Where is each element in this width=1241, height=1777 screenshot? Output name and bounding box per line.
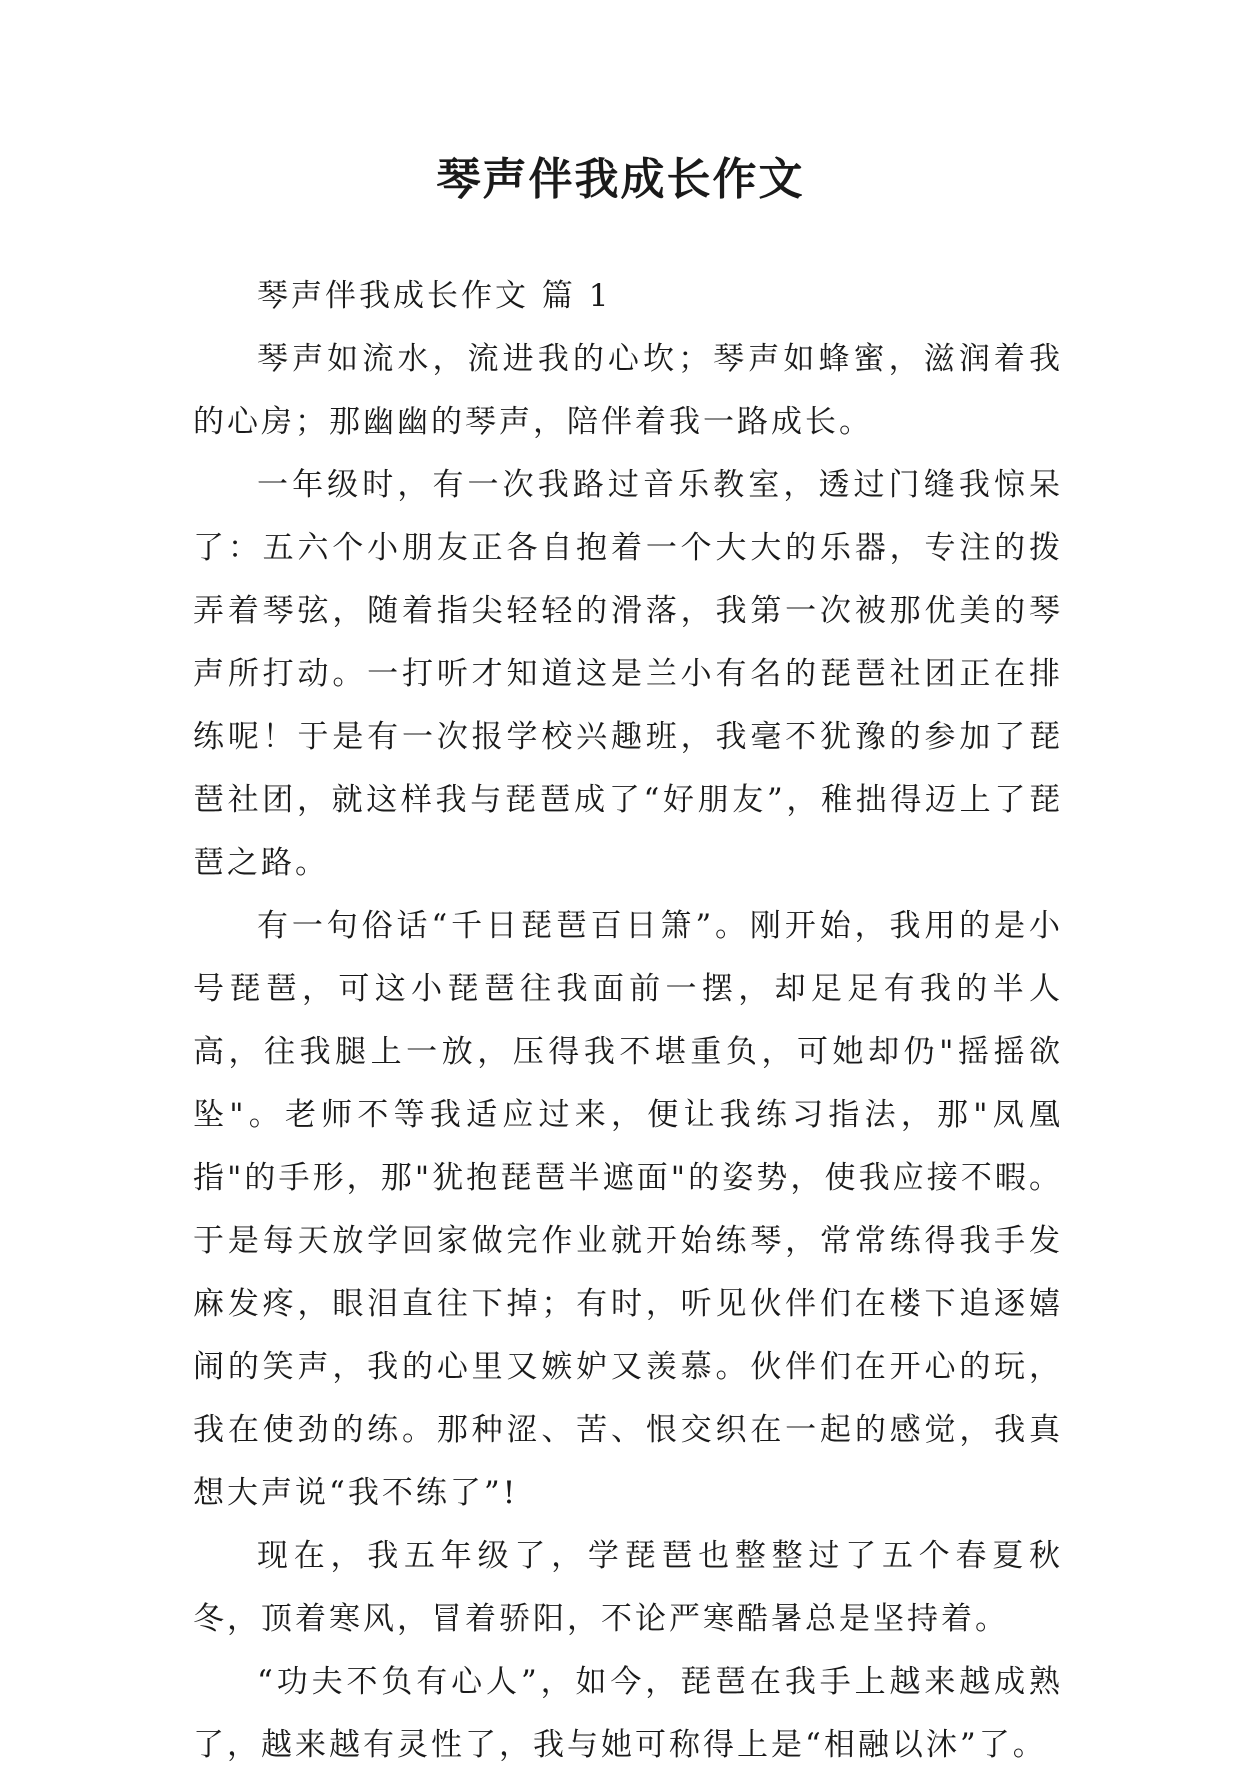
paragraph: 有一句俗话“千日琵琶百日箫”。刚开始，我用的是小号琵琶，可这小琵琶往我面前一摆，却足足有我的半人高，往我腿上一放，压得我不堪重负，可她却仍"摇摇欲坠"。老师不等我适应过来，便让我练习指法，那"凤凰指"的手形，那"犹抱琵琶半遮面"的姿势，使我应接不暇。于是每天放学回家做完作业就开始练琴，常常练得我手发麻发疼，眼泪直往下掉；有时，听见伙伴们在楼下追逐嬉闹的笑声，我的心里又嫉妒又羡慕。伙伴们在开心的玩，我在使劲的练。那种涩、苦、恨交织在一起的感觉，我真想大声说“我不练了”! xyxy=(193,908,1063,1511)
paragraph: 一年级时，有一次我路过音乐教室，透过门缝我惊呆了：五六个小朋友正各自抱着一个大大的乐器，专注的拨弄着琴弦，随着指尖轻轻的滑落，我第一次被那优美的琴声所打动。一打听才知道这是兰小有名的琵琶社团正在排练呢！于是有一次报学校兴趣班，我毫不犹豫的参加了琵琶社团，就这样我与琵琶成了“好朋友”，稚拙得迈上了琵琶之路。 xyxy=(193,467,1063,881)
paragraph: 琴声如流水，流进我的心坎；琴声如蜂蜜，滋润着我的心房；那幽幽的琴声，陪伴着我一路成长。 xyxy=(193,341,1063,440)
paragraph: “功夫不负有心人”，如今，琵琶在我手上越来越成熟了，越来越有灵性了，我与她可称得上是“相融以沐”了。 xyxy=(193,1664,1063,1763)
document-body xyxy=(193,265,1063,1777)
paragraph: 现在，我五年级了，学琵琶也整整过了五个春夏秋冬，顶着寒风，冒着骄阳，不论严寒酷暑总是坚持着。 xyxy=(193,1538,1063,1637)
section-heading: 琴声伴我成长作文 篇 1 xyxy=(257,278,612,314)
document-title: 琴声伴我成长作文 xyxy=(436,154,805,205)
